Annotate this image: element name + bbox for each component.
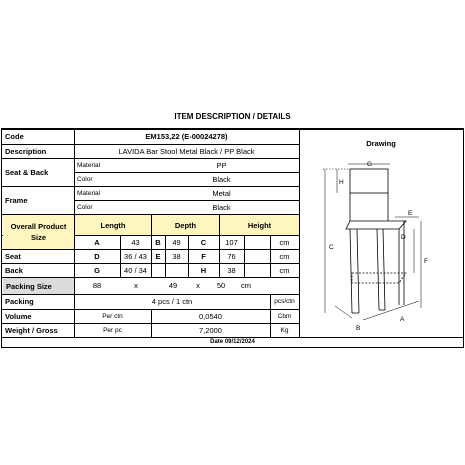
depth-header: Depth <box>152 215 219 235</box>
seat-back-color-value: Black <box>212 174 231 184</box>
seat-back-color-label: Color <box>77 175 93 183</box>
dim-c-value: 107 <box>225 237 238 247</box>
dim-b-label: B <box>155 237 161 247</box>
dim-c-label: C <box>200 237 207 247</box>
packing-size-length: 88 <box>92 281 102 290</box>
volume-per: Per ctn <box>102 312 123 320</box>
frame-color-label: Color <box>77 203 93 211</box>
dim-b-value: 49 <box>172 237 181 247</box>
stool-drawing <box>299 158 463 336</box>
drawing-label-e: E <box>408 210 413 217</box>
description-label: Description <box>5 146 47 156</box>
packing-size-depth: 49 <box>168 281 178 290</box>
frame-material-label: Material <box>77 189 101 197</box>
dim-e-value: 38 <box>172 251 181 261</box>
code-label: Code <box>5 132 24 141</box>
frame-color-value: Black <box>212 202 231 212</box>
weight-value: 7,2000 <box>199 325 222 335</box>
overall-label-line1: Overall Product <box>10 222 67 231</box>
length-header: Length <box>75 215 151 235</box>
packing-unit: pcs/ctn <box>274 298 295 305</box>
frame-material-value: Metal <box>212 188 231 198</box>
spec-sheet <box>1 128 464 348</box>
overall-unit: cm <box>279 237 290 247</box>
packing-size-x2: x <box>196 281 200 290</box>
backrest-shape <box>350 169 388 193</box>
description-value: LAVIDA Bar Stool Metal Black / PP Black <box>118 146 255 156</box>
weight-label: Weight / Gross <box>5 325 58 335</box>
packing-value: 4 pcs / 1 ctn <box>151 297 193 306</box>
seat-back-material-label: Material <box>77 161 101 169</box>
weight-per: Per pc <box>103 326 122 334</box>
dim-d-value: 36 / 43 <box>124 251 147 261</box>
drawing-label-g: G <box>367 161 373 168</box>
date-footer: Date 09/12/2024 <box>210 339 255 345</box>
back-unit: cm <box>279 265 290 275</box>
drawing-label: Drawing <box>366 139 396 148</box>
height-header: Height <box>220 215 299 235</box>
packing-size-unit: cm <box>241 281 251 290</box>
seat-unit: cm <box>279 251 290 261</box>
dim-a-label: A <box>94 237 100 247</box>
dim-a-value: 43 <box>131 237 140 247</box>
weight-unit: Kg <box>280 326 289 334</box>
packing-size-height: 50 <box>216 281 226 290</box>
dim-h-label: H <box>200 265 207 275</box>
packing-label: Packing <box>5 297 34 306</box>
dim-e-label: E <box>155 251 161 261</box>
frame-label: Frame <box>5 195 28 205</box>
drawing-label-f: F <box>424 258 428 265</box>
overall-label-line2: Size <box>30 233 46 242</box>
volume-unit: Cbm <box>277 312 292 320</box>
drawing-label-h: H <box>339 179 344 186</box>
dim-d-label: D <box>94 251 100 261</box>
dim-g-label: G <box>94 265 100 275</box>
drawing-label-b: B <box>356 325 361 332</box>
dim-h-value: 38 <box>227 265 236 275</box>
dim-f-label: F <box>201 251 206 261</box>
drawing-label-a: A <box>400 316 405 323</box>
seat-back-label: Seat & Back <box>5 167 49 177</box>
code-value: EM153,22 (E-00024278) <box>145 132 228 141</box>
volume-label: Volume <box>5 311 32 321</box>
page-title: ITEM DESCRIPTION / DETAILS <box>174 112 291 121</box>
volume-value: 0,0540 <box>199 311 222 321</box>
back-label: Back <box>5 265 23 275</box>
seat-back-material-value: PP <box>216 160 227 170</box>
seat-label: Seat <box>5 251 21 261</box>
dim-g-value: 40 / 34 <box>124 265 147 275</box>
overall-size-label <box>3 215 74 249</box>
seat-shape <box>346 221 406 229</box>
drawing-label-d: D <box>401 234 406 241</box>
drawing-label-c: C <box>329 244 334 251</box>
packing-size-x1: x <box>134 281 138 290</box>
dim-f-value: 76 <box>227 251 236 261</box>
packing-size-label: Packing Size <box>3 278 74 294</box>
